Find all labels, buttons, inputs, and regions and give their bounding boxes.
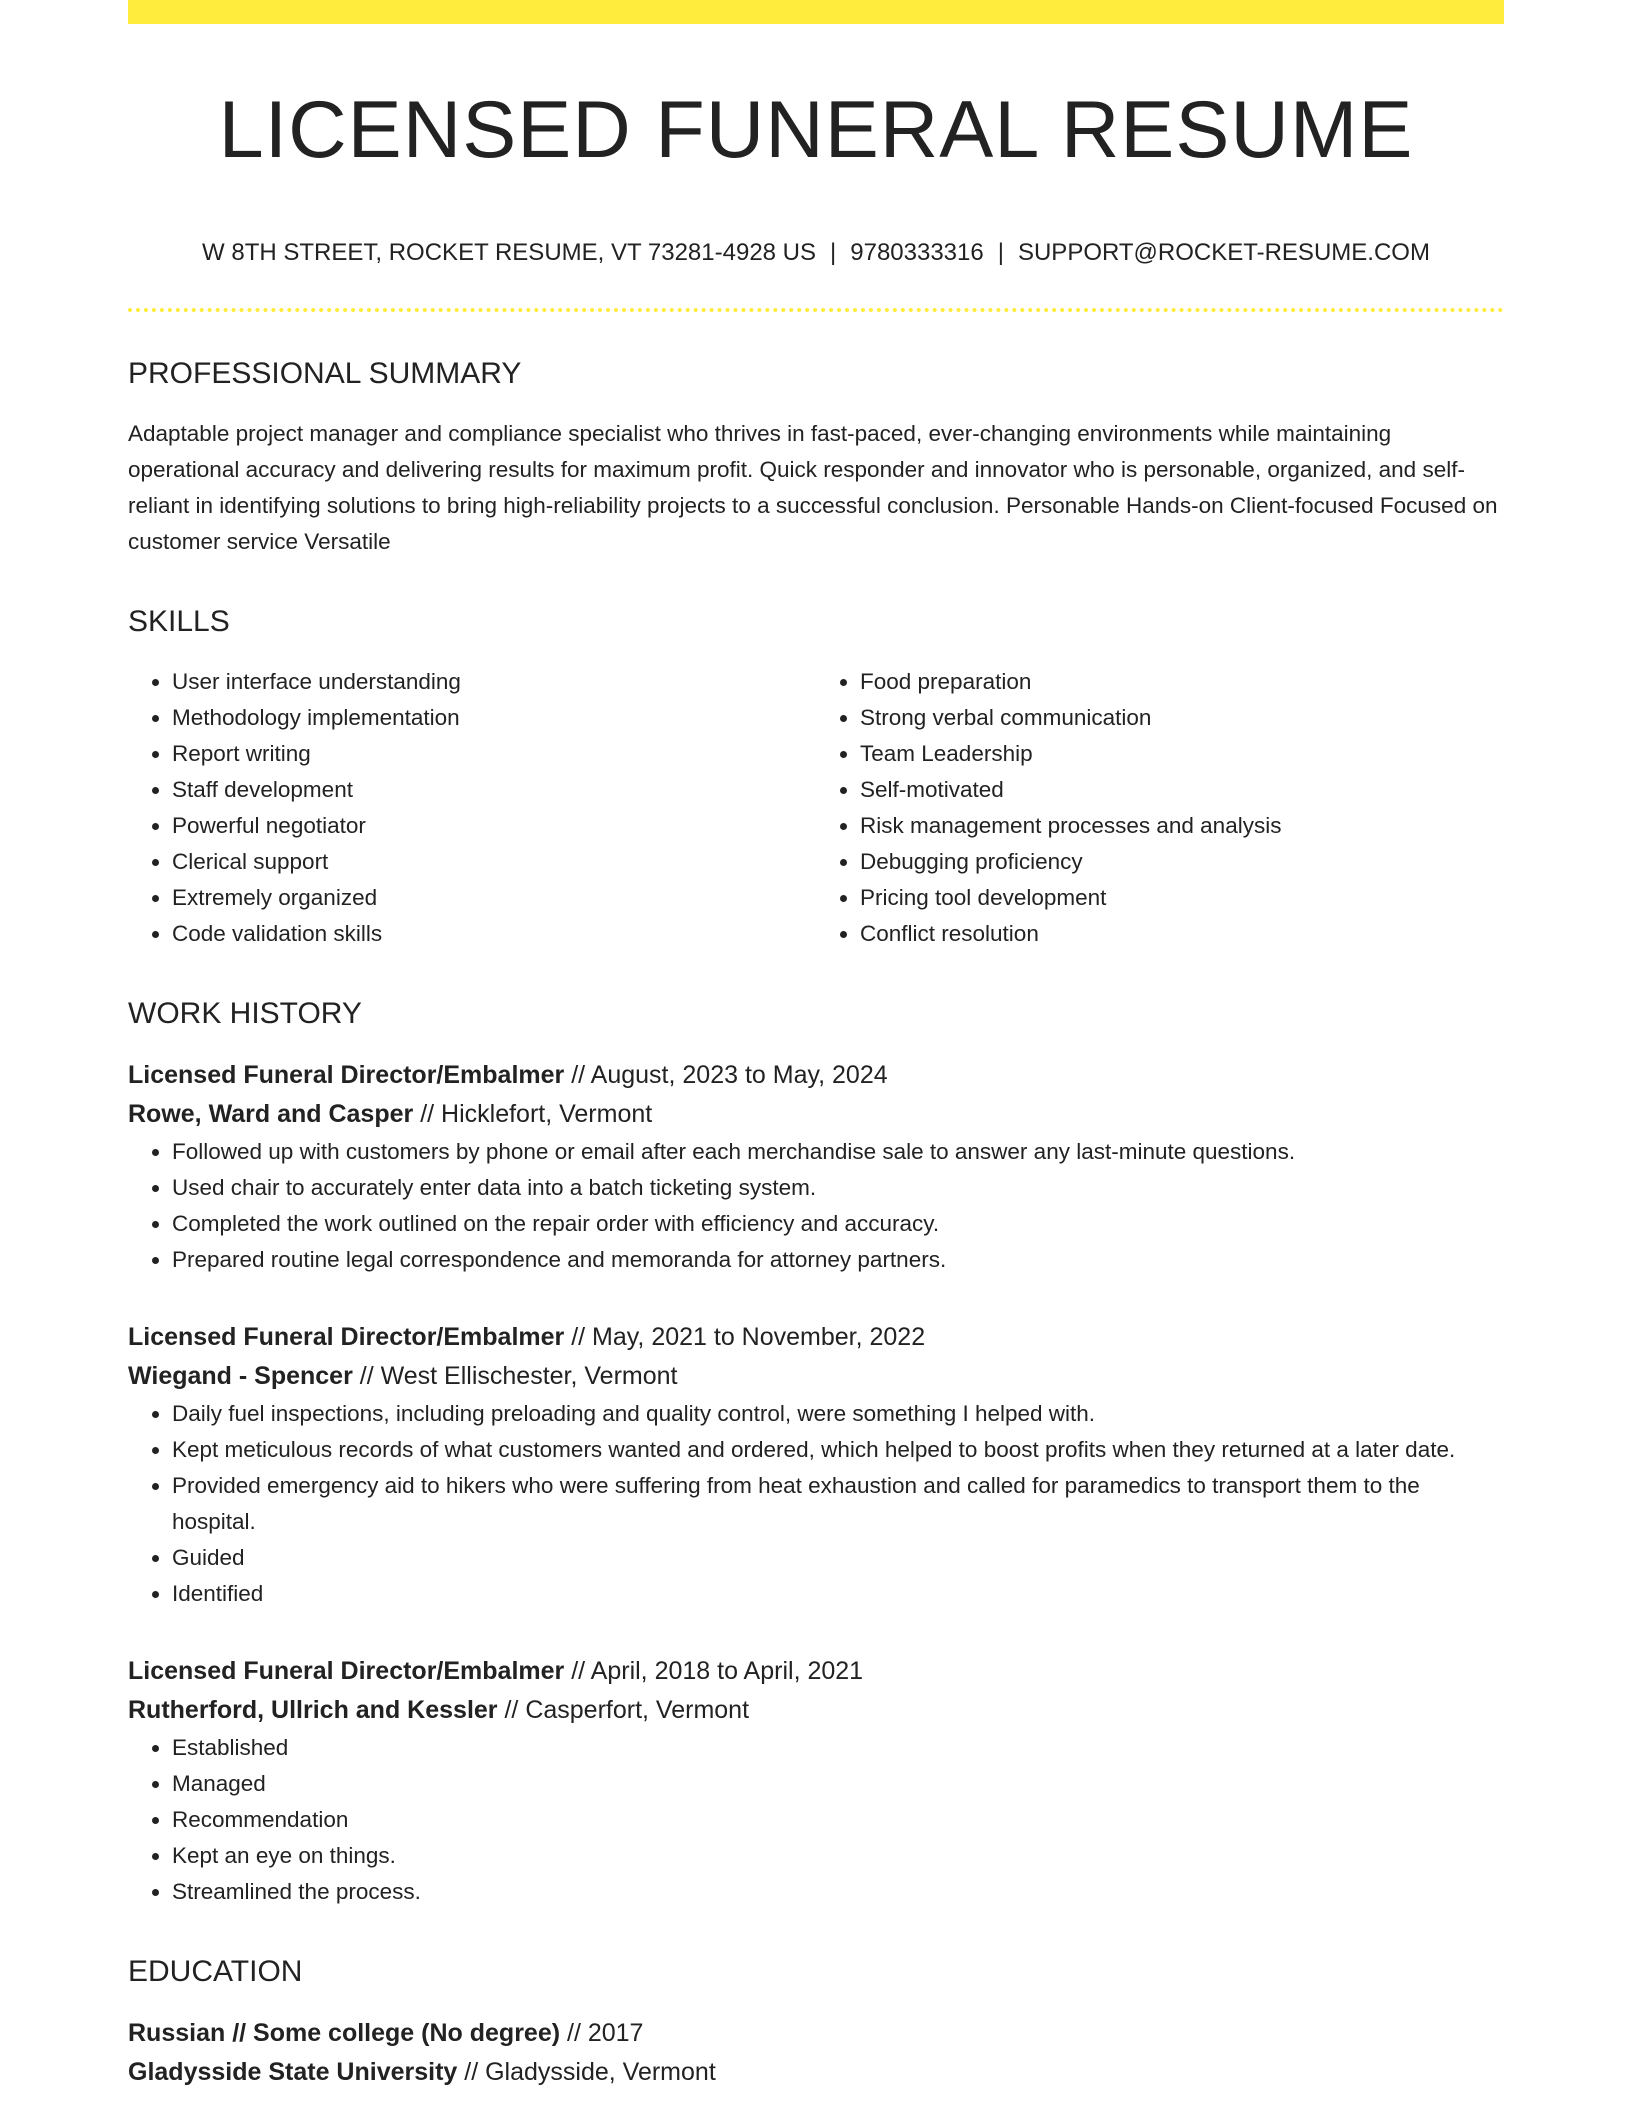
job-location: // West Ellischester, Vermont <box>352 1361 678 1390</box>
contact-email: SUPPORT@ROCKET-RESUME.COM <box>1017 239 1430 267</box>
job-company-line <box>128 1357 1504 1396</box>
resume-page <box>128 0 1504 2092</box>
resume-title: LICENSED FUNERAL RESUME <box>218 85 1414 175</box>
skill-item: • Powerful negotiator <box>172 808 816 844</box>
job-title: Licensed Funeral Director/Embalmer <box>128 1322 565 1351</box>
job-duty-item: • Prepared routine legal correspondence and memoranda for attorney partners. <box>172 1242 1504 1278</box>
education-entry <box>128 2014 1504 2092</box>
job-duty-item: • Streamlined the process. <box>172 1874 1504 1910</box>
job-duty-item: • Daily fuel inspections, including preloading and quality control, were something I helped with. <box>172 1396 1504 1432</box>
job-location: // Hicklefort, Vermont <box>413 1099 653 1128</box>
skill-item: • User interface understanding <box>172 664 816 700</box>
skill-item: • Risk management processes and analysis <box>860 808 1504 844</box>
summary-heading: PROFESSIONAL SUMMARY <box>128 356 522 390</box>
education-heading: EDUCATION <box>128 1954 303 1988</box>
job-duty-item: • Guided <box>172 1540 1504 1576</box>
skills-column-left <box>128 664 816 952</box>
skill-item: • Staff development <box>172 772 816 808</box>
job-entry <box>128 1318 1504 1612</box>
education-degree-line <box>128 2014 1504 2053</box>
job-title-line <box>128 1652 1504 1691</box>
education-location: // Gladysside, Vermont <box>457 2057 716 2086</box>
job-company-line <box>128 1095 1504 1134</box>
summary-text: Adaptable project manager and compliance specialist who thrives in fast-paced, ever-changing environments while maintaining operational accuracy and delivering results for maximum profit. Quick responder and innovator who is personable, organized, and self-reliant in identifying solutions to bring high-reliability projects to a successful conclusion. Personable Hands-on Client-focused Focused on customer service Versatile <box>128 420 1498 554</box>
skill-item: • Conflict resolution <box>860 916 1504 952</box>
skill-item: • Pricing tool development <box>860 880 1504 916</box>
job-duty-item: • Used chair to accurately enter data into a batch ticketing system. <box>172 1170 1504 1206</box>
contact-phone: 9780333316 <box>850 239 984 267</box>
education-school-line <box>128 2053 1504 2092</box>
skill-item: • Strong verbal communication <box>860 700 1504 736</box>
job-duty-item: • Completed the work outlined on the repair order with efficiency and accuracy. <box>172 1206 1504 1242</box>
job-title: Licensed Funeral Director/Embalmer <box>128 1060 565 1089</box>
job-duty-item: • Established <box>172 1730 1504 1766</box>
skill-item: • Extremely organized <box>172 880 816 916</box>
job-duty-item: • Kept an eye on things. <box>172 1838 1504 1874</box>
education-school: Gladysside State University <box>128 2057 458 2086</box>
contact-address: W 8TH STREET, ROCKET RESUME, VT 73281-4928 US <box>202 239 817 267</box>
job-entry <box>128 1056 1504 1278</box>
skill-item: • Team Leadership <box>860 736 1504 772</box>
job-duty-item: • Recommendation <box>172 1802 1504 1838</box>
skill-item: • Methodology implementation <box>172 700 816 736</box>
job-company: Rowe, Ward and Casper <box>128 1099 414 1128</box>
skill-item: • Food preparation <box>860 664 1504 700</box>
skill-item: • Clerical support <box>172 844 816 880</box>
job-title-line <box>128 1318 1504 1357</box>
job-title: Licensed Funeral Director/Embalmer <box>128 1656 565 1685</box>
job-location: // Casperfort, Vermont <box>497 1695 750 1724</box>
skill-item: • Debugging proficiency <box>860 844 1504 880</box>
dotted-divider <box>128 308 1504 312</box>
contact-separator: | <box>830 239 837 267</box>
job-duty-item: • Managed <box>172 1766 1504 1802</box>
job-company: Wiegand - Spencer <box>128 1361 353 1390</box>
contact-line <box>128 239 1504 268</box>
job-duties-list <box>128 1134 1504 1278</box>
job-dates: // August, 2023 to May, 2024 <box>564 1060 888 1089</box>
top-accent-bar <box>128 0 1504 24</box>
job-duty-item: • Provided emergency aid to hikers who were suffering from heat exhaustion and called for paramedics to transport them to the hospital. <box>172 1468 1504 1540</box>
job-dates: // April, 2018 to April, 2021 <box>564 1656 864 1685</box>
skill-item: • Self-motivated <box>860 772 1504 808</box>
education-year: // 2017 <box>560 2018 644 2047</box>
skills-grid <box>128 664 1504 952</box>
contact-separator: | <box>997 239 1004 267</box>
job-company: Rutherford, Ullrich and Kessler <box>128 1695 498 1724</box>
job-dates: // May, 2021 to November, 2022 <box>564 1322 926 1351</box>
education-degree: Russian // Some college (No degree) <box>128 2018 561 2047</box>
job-duties-list <box>128 1730 1504 1910</box>
skills-heading: SKILLS <box>128 604 230 638</box>
job-duty-item: • Identified <box>172 1576 1504 1612</box>
job-title-line <box>128 1056 1504 1095</box>
job-duty-item: • Kept meticulous records of what customers wanted and ordered, which helped to boost profits when they returned at a later date. <box>172 1432 1504 1468</box>
job-duties-list <box>128 1396 1504 1612</box>
skill-item: • Code validation skills <box>172 916 816 952</box>
job-entry <box>128 1652 1504 1910</box>
job-company-line <box>128 1691 1504 1730</box>
job-duty-item: • Followed up with customers by phone or email after each merchandise sale to answer any last-minute questions. <box>172 1134 1504 1170</box>
skill-item: • Report writing <box>172 736 816 772</box>
skills-column-right <box>816 664 1504 952</box>
work-history-heading: WORK HISTORY <box>128 996 362 1030</box>
